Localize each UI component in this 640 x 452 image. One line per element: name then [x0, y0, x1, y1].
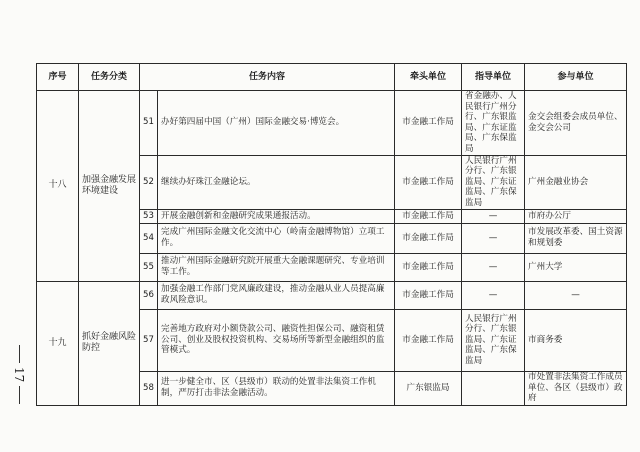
row-lead: 市金融工作局 [395, 281, 462, 309]
row-content: 完善地方政府对小额贷款公司、融资性担保公司、融资租赁公司、创业及股权投资机构、交易场所等新型金融组织的监管模式。 [158, 309, 395, 371]
row-number: 56 [140, 281, 158, 309]
row-lead: 市金融工作局 [395, 309, 462, 371]
row-guide: 人民银行广州分行、广东银监局、广东证监局、广东保监局 [462, 155, 525, 209]
row-guide [462, 371, 525, 405]
header-seq: 序号 [37, 64, 79, 91]
header-participate: 参与单位 [525, 64, 627, 91]
header-content: 任务内容 [140, 64, 395, 91]
row-content: 开展金融创新和金融研究成果通报活动。 [158, 209, 395, 223]
row-participate: 广州大学 [525, 253, 627, 281]
page-number [8, 345, 30, 425]
row-number: 58 [140, 371, 158, 405]
row-content: 办好第四届中国（广州）国际金融交易·博览会。 [158, 91, 395, 156]
row-participate: — [525, 281, 627, 309]
row-guide: — [462, 281, 525, 309]
group-seq: 十八 [37, 91, 79, 282]
group-category: 抓好金融风险防控 [79, 281, 140, 405]
group-category: 加强金融发展环境建设 [79, 91, 140, 282]
table-header-row [37, 64, 627, 91]
task-table [36, 63, 627, 406]
row-number: 51 [140, 91, 158, 156]
row-content: 加强金融工作部门党风廉政建设，推动金融从业人员提高廉政风险意识。 [158, 281, 395, 309]
row-lead: 市金融工作局 [395, 209, 462, 223]
page-number-dash-top [19, 345, 20, 363]
row-lead: 市金融工作局 [395, 91, 462, 156]
row-lead: 广东银监局 [395, 371, 462, 405]
row-guide: — [462, 253, 525, 281]
row-number: 54 [140, 223, 158, 253]
header-lead: 牵头单位 [395, 64, 462, 91]
row-participate: 金交会组委会成员单位、金交会公司 [525, 91, 627, 156]
header-guide: 指导单位 [462, 64, 525, 91]
row-guide: 省金融办、人民银行广州分行、广东银监局、广东证监局、广东保监局 [462, 91, 525, 156]
row-number: 57 [140, 309, 158, 371]
row-participate: 市处置非法集资工作成员单位、各区（县级市）政府 [525, 371, 627, 405]
row-number: 55 [140, 253, 158, 281]
table-row [37, 91, 627, 156]
row-lead: 市金融工作局 [395, 253, 462, 281]
row-content: 进一步健全市、区（县级市）联动的处置非法集资工作机制，严厉打击非法金融活动。 [158, 371, 395, 405]
row-lead: 市金融工作局 [395, 155, 462, 209]
row-content: 继续办好珠江金融论坛。 [158, 155, 395, 209]
header-category: 任务分类 [79, 64, 140, 91]
table-row [37, 281, 627, 309]
row-number: 52 [140, 155, 158, 209]
row-guide: — [462, 209, 525, 223]
row-lead: 市金融工作局 [395, 223, 462, 253]
page-number-text: 17 [12, 367, 26, 383]
row-content: 完成广州国际金融文化交流中心（岭南金融博物馆）立项工作。 [158, 223, 395, 253]
page-number-dash-bottom [19, 386, 20, 404]
row-participate: 市发展改革委、国土资源和规划委 [525, 223, 627, 253]
row-content: 推动广州国际金融研究院开展重大金融课题研究、专业培训等工作。 [158, 253, 395, 281]
row-participate: 市府办公厅 [525, 209, 627, 223]
row-number: 53 [140, 209, 158, 223]
row-guide: — [462, 223, 525, 253]
row-guide: 人民银行广州分行、广东银监局、广东证监局、广东保监局 [462, 309, 525, 371]
group-seq: 十九 [37, 281, 79, 405]
row-participate: 市商务委 [525, 309, 627, 371]
row-participate: 广州金融业协会 [525, 155, 627, 209]
